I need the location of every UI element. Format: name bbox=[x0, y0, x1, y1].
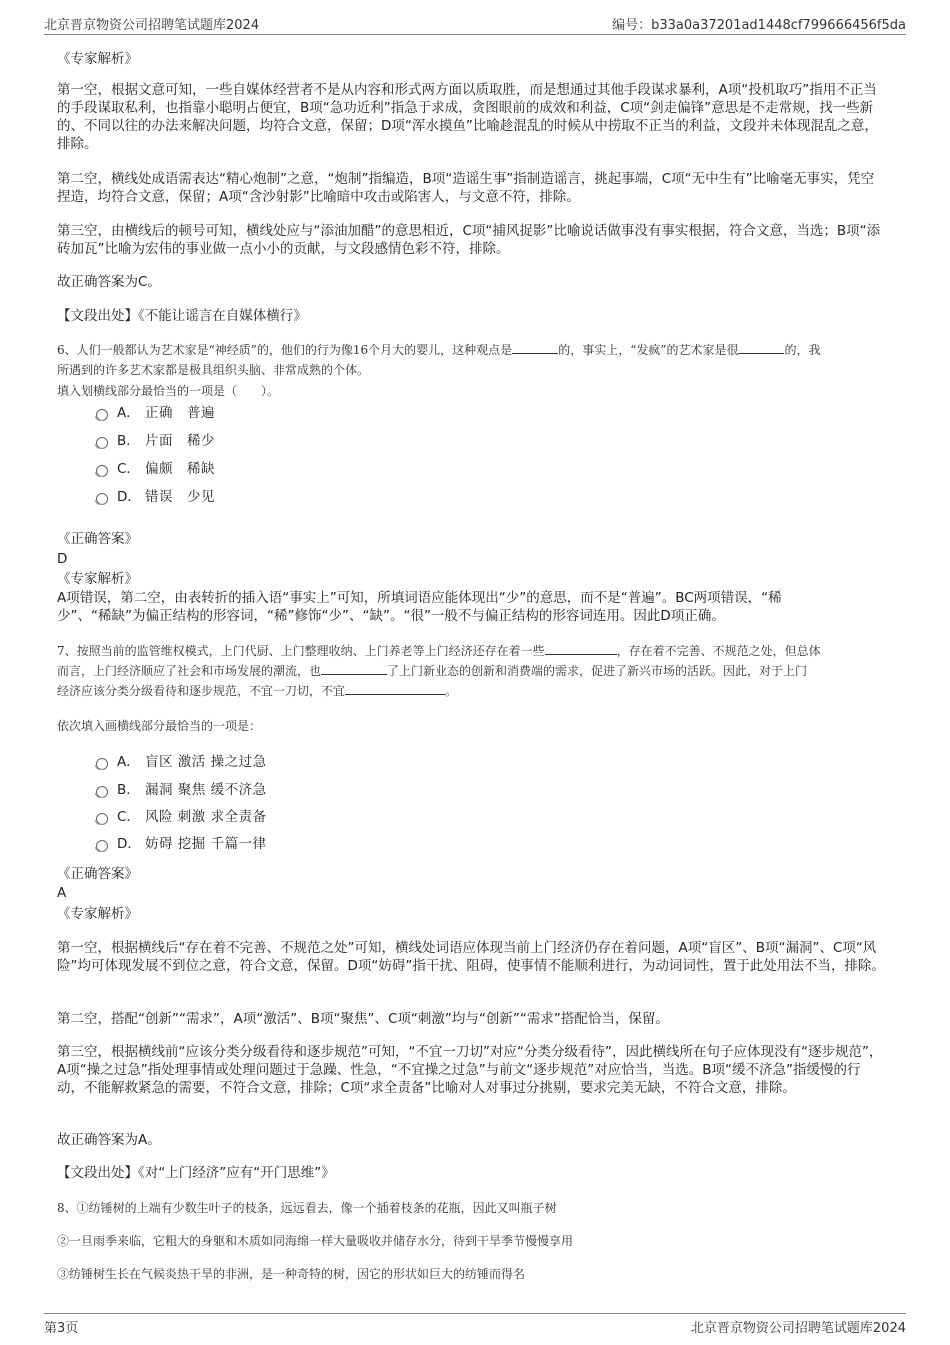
option-key: D． bbox=[117, 836, 141, 852]
option-key: B． bbox=[117, 782, 140, 798]
q5-analysis-para2: 第二空，横线处成语需表达“精心炮制”之意，“炮制”指编造，B项“造谣生事”指制造谣言，挑起事端，C项“无中生有”比喻毫无事实，凭空捏造，均符合文意，保留；A项“含沙射影”比喻暗中攻击或陷害人，与文意不符，排除。 bbox=[57, 171, 875, 205]
q6-analysis-line2: 少”、“稀缺”为偏正结构的形容词，“稀”修饰“少”、“缺”。“很”一般不与偏正结构的形容词连用。因此D项正确。 bbox=[57, 608, 725, 624]
option-text: 错误 少见 bbox=[145, 489, 215, 505]
q5-analysis-label: 《专家解析》 bbox=[57, 51, 138, 67]
option-key: B． bbox=[117, 433, 140, 449]
q7-analysis-para3: 第三空，根据横线前“应该分类分级看待和逐步规范”可知，“不宜一刀切”对应“分类分级看待”，因此横线所在句子应体现没有“逐步规范”，A项“操之过急”指处理事情或处理问题过于急躁、性急，“不宜操之过急”与前文“逐步规范”对应恰当，当选。B项“缓不济急”指缓慢的行动，不能解救紧急的需要，不符合文意，排除；C项“求全责备”比喻对人对事过分挑剔，要求完美无缺，不符合文意，排除。 bbox=[57, 1044, 883, 1096]
q6-stem-part-c: 的，我 bbox=[784, 343, 821, 357]
blank bbox=[738, 341, 784, 354]
q6-option-a[interactable] bbox=[96, 403, 215, 423]
q7-answer: A bbox=[57, 885, 67, 901]
blank bbox=[321, 662, 387, 675]
q6-option-c[interactable] bbox=[96, 459, 215, 479]
option-text: 片面 稀少 bbox=[145, 433, 215, 449]
option-key: A． bbox=[117, 405, 140, 421]
q7-stem bbox=[57, 641, 897, 701]
radio-icon[interactable] bbox=[96, 840, 108, 852]
q6-analysis-label: 《专家解析》 bbox=[57, 571, 138, 587]
q7-option-d[interactable] bbox=[96, 834, 267, 854]
page-footer bbox=[44, 1313, 906, 1336]
q8-sentence-3: ③纺锤树生长在气候炎热干旱的非洲，是一种奇特的树，因它的形状如巨大的纺锤而得名 bbox=[57, 1267, 526, 1281]
q7-analysis-para2: 第二空，搭配“创新”“需求”，A项“激活”、B项“聚焦”、C项“刺激”均与“创新”“需求”搭配恰当，保留。 bbox=[57, 1011, 669, 1027]
q6-analysis-line1: A项错误，第二空，由表转折的插入语“事实上”可知，所填词语应能体现出“少”的意思，而不是“普遍”。BC两项错误，“稀 bbox=[57, 590, 782, 606]
q7-analysis-para1: 第一空，根据横线后“存在着不完善、不规范之处”可知，横线处词语应体现当前上门经济仍存在着问题，A项“盲区”、B项“漏洞”、C项“风险”均可体现发展不到位之意，符合文意，保留。D项“妨碍”指干扰、阻碍，使事情不能顺利进行，为动词词性，置于此处用法不当，排除。 bbox=[57, 940, 885, 974]
option-key: D． bbox=[117, 489, 141, 505]
option-key: C． bbox=[117, 809, 140, 825]
q5-analysis-para3: 第三空，由横线后的顿号可知，横线处应与“添油加醋”的意思相近，C项“捕风捉影”比喻说话做事没有事实根据，符合文意，当选；B项“添砖加瓦”比喻为宏伟的事业做一点小小的贡献，与文段感情色彩不符，排除。 bbox=[57, 223, 881, 257]
q6-stem-part-a: 6、人们一般都认为艺术家是“神经质”的，他们的行为像16个月大的婴儿，这种观点是 bbox=[57, 343, 513, 357]
option-text: 妨碍 挖掘 千篇一律 bbox=[145, 836, 267, 852]
q5-source: 【文段出处】《不能让谣言在自媒体横行》 bbox=[57, 308, 307, 324]
q7-option-b[interactable] bbox=[96, 780, 267, 800]
q6-option-d[interactable] bbox=[96, 487, 215, 507]
option-key: C． bbox=[117, 461, 140, 477]
q8-sentence-2: ②一旦雨季来临，它粗大的身躯和木质如同海绵一样大量吸收并储存水分，待到干旱季节慢慢享用 bbox=[57, 1234, 574, 1248]
option-text: 正确 普遍 bbox=[145, 405, 215, 421]
blank bbox=[345, 682, 445, 695]
q6-option-b[interactable] bbox=[96, 431, 215, 451]
q7-prompt: 依次填入画横线部分最恰当的一项是： bbox=[57, 719, 262, 733]
page-header bbox=[44, 12, 906, 35]
q8-sentence-1: 8、①纺锤树的上端有少数生叶子的枝条，远远看去，像一个插着枝条的花瓶，因此又叫瓶子树 bbox=[57, 1201, 557, 1215]
q5-analysis-para1: 第一空，根据文意可知，一些自媒体经营者不是从内容和形式两方面以质取胜，而是想通过其他手段谋求暴利，A项“投机取巧”指用不正当的手段谋取私利，也指靠小聪明占便宜，B项“急功近利”指急于求成，贪图眼前的成效和利益，C项“剑走偏锋”意思是不走常规，找一些新的、不同以往的办法来解决问题，均符合文意，保留；D项“浑水摸鱼”比喻趁混乱的时候从中捞取不正当的利益，文段并未体现混乱之意，排除。 bbox=[57, 82, 878, 152]
option-text: 风险 刺激 求全责备 bbox=[145, 809, 267, 825]
q7-option-a[interactable] bbox=[96, 752, 267, 772]
q7-source: 【文段出处】《对“上门经济”应有“开门思维”》 bbox=[57, 1165, 335, 1181]
option-text: 偏颇 稀缺 bbox=[145, 461, 215, 477]
q7-stem-part-d: 了上门新业态的创新和消费端的需求，促进了新兴市场的活跃。因此，对于上门 bbox=[387, 664, 808, 678]
header-title: 北京晋京物资公司招聘笔试题库2024 bbox=[44, 18, 260, 33]
radio-icon[interactable] bbox=[96, 465, 108, 477]
option-key: A． bbox=[117, 754, 140, 770]
blank bbox=[512, 341, 558, 354]
q7-stem-part-b: ，存在着不完善、不规范之处，但总体 bbox=[616, 644, 821, 658]
radio-icon[interactable] bbox=[96, 437, 108, 449]
q7-option-c[interactable] bbox=[96, 807, 267, 827]
q7-stem-part-a: 7、按照当前的监管维权模式，上门代厨、上门整理收纳、上门养老等上门经济还存在着一些 bbox=[57, 644, 545, 658]
q7-analysis-label: 《专家解析》 bbox=[57, 906, 138, 922]
radio-icon[interactable] bbox=[96, 493, 108, 505]
option-text: 盲区 激活 操之过急 bbox=[145, 754, 267, 770]
q6-stem-part-b: 的，事实上，“发疯”的艺术家是很 bbox=[558, 343, 739, 357]
q5-conclusion: 故正确答案为C。 bbox=[57, 274, 161, 290]
header-doc-id: 编号：b33a0a37201ad1448cf799666456f5da bbox=[612, 18, 906, 33]
q6-stem bbox=[57, 340, 897, 380]
radio-icon[interactable] bbox=[96, 813, 108, 825]
q6-answer: D bbox=[57, 551, 68, 567]
blank bbox=[545, 642, 617, 655]
footer-title: 北京晋京物资公司招聘笔试题库2024 bbox=[690, 1321, 906, 1336]
q7-stem-part-e: 经济应该分类分级看待和逐步规范，不宜一刀切，不宜 bbox=[57, 684, 346, 698]
page-number: 第3页 bbox=[44, 1321, 79, 1336]
q7-stem-part-c: 而言，上门经济顺应了社会和市场发展的潮流，也 bbox=[57, 664, 322, 678]
q6-answer-label: 《正确答案》 bbox=[57, 531, 138, 547]
q7-conclusion: 故正确答案为A。 bbox=[57, 1132, 161, 1148]
option-text: 漏洞 聚焦 缓不济急 bbox=[145, 782, 267, 798]
radio-icon[interactable] bbox=[96, 758, 108, 770]
radio-icon[interactable] bbox=[96, 409, 108, 421]
radio-icon[interactable] bbox=[96, 786, 108, 798]
q6-analysis bbox=[57, 589, 887, 625]
q7-stem-part-f: 。 bbox=[445, 684, 458, 698]
q6-stem-part-d: 所遇到的许多艺术家都是极具组织头脑、非常成熟的个体。 bbox=[57, 363, 370, 377]
q6-prompt: 填入划横线部分最恰当的一项是（ ）。 bbox=[57, 384, 280, 398]
q7-answer-label: 《正确答案》 bbox=[57, 866, 138, 882]
